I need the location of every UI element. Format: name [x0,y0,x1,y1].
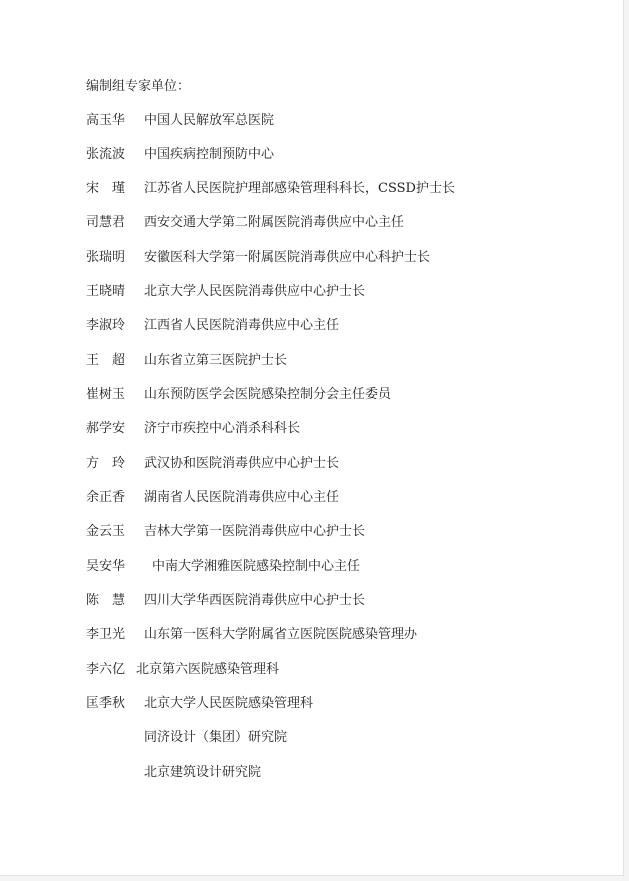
expert-name: 高玉华 [86,113,126,128]
expert-name: 张瑞明 [86,250,126,265]
expert-unit: 江苏省人民医院护理部感染管理科科长，CSSD护士长 [144,181,455,196]
section-heading: 编制组专家单位： [86,79,191,94]
expert-name: 金云玉 [86,524,126,539]
expert-row [86,179,455,199]
expert-name: 匡季秋 [86,696,126,711]
expert-unit: 济宁市疾控中心消杀科科长 [144,421,301,436]
expert-unit: 武汉协和医院消毒供应中心护士长 [144,456,340,471]
expert-name: 方 玲 [86,456,126,471]
expert-unit: 山东第一医科大学附属省立医院医院感染管理办 [144,627,418,642]
extra-unit: 北京建筑设计研究院 [144,765,262,780]
expert-name: 陈 慧 [86,593,126,608]
expert-row [86,282,365,302]
expert-unit: 山东省立第三医院护士长 [144,353,288,368]
expert-name: 吴安华 [86,559,126,574]
expert-row [86,591,365,611]
expert-name: 崔树玉 [86,387,126,402]
expert-unit: 安徽医科大学第一附属医院消毒供应中心科护士长 [144,250,431,265]
expert-unit: 江西省人民医院消毒供应中心主任 [144,318,340,333]
expert-name: 李卫光 [86,627,126,642]
expert-name: 王 超 [86,353,126,368]
expert-name: 李淑玲 [86,318,126,333]
expert-unit: 中国疾病控制预防中心 [144,147,275,162]
expert-name: 张流波 [86,147,126,162]
expert-row [86,385,391,405]
expert-name: 宋 瑾 [86,181,126,196]
expert-name: 郝学安 [86,421,126,436]
expert-unit: 山东预防医学会医院感染控制分会主任委员 [144,387,392,402]
expert-row [86,145,274,165]
expert-name: 王晓晴 [86,284,126,299]
expert-row [86,694,313,714]
expert-row [86,488,339,508]
expert-name: 李六亿 [86,662,126,677]
expert-unit: 北京大学人民医院感染管理科 [144,696,314,711]
expert-unit: 吉林大学第一医院消毒供应中心护士长 [144,524,366,539]
expert-row [86,111,274,131]
expert-unit: 中国人民解放军总医院 [144,113,275,128]
expert-row [86,248,430,268]
expert-row [86,316,339,336]
expert-unit: 四川大学华西医院消毒供应中心护士长 [144,593,366,608]
extra-unit: 同济设计（集团）研究院 [144,730,288,745]
expert-unit: 西安交通大学第二附属医院消毒供应中心主任 [144,215,405,230]
expert-row [86,660,279,680]
expert-row [86,522,365,542]
expert-name: 余正香 [86,490,126,505]
expert-row [86,625,417,645]
expert-unit: 北京第六医院感染管理科 [136,662,280,677]
unit-row [86,728,287,748]
expert-row [86,213,404,233]
expert-name: 司慧君 [86,215,126,230]
expert-unit: 湖南省人民医院消毒供应中心主任 [144,490,340,505]
expert-unit: 北京大学人民医院消毒供应中心护士长 [144,284,366,299]
unit-row [86,763,261,783]
expert-unit: 中南大学湘雅医院感染控制中心主任 [152,559,361,574]
expert-row [86,351,287,371]
expert-row [86,454,339,474]
expert-row [86,419,300,439]
expert-row [86,557,360,577]
